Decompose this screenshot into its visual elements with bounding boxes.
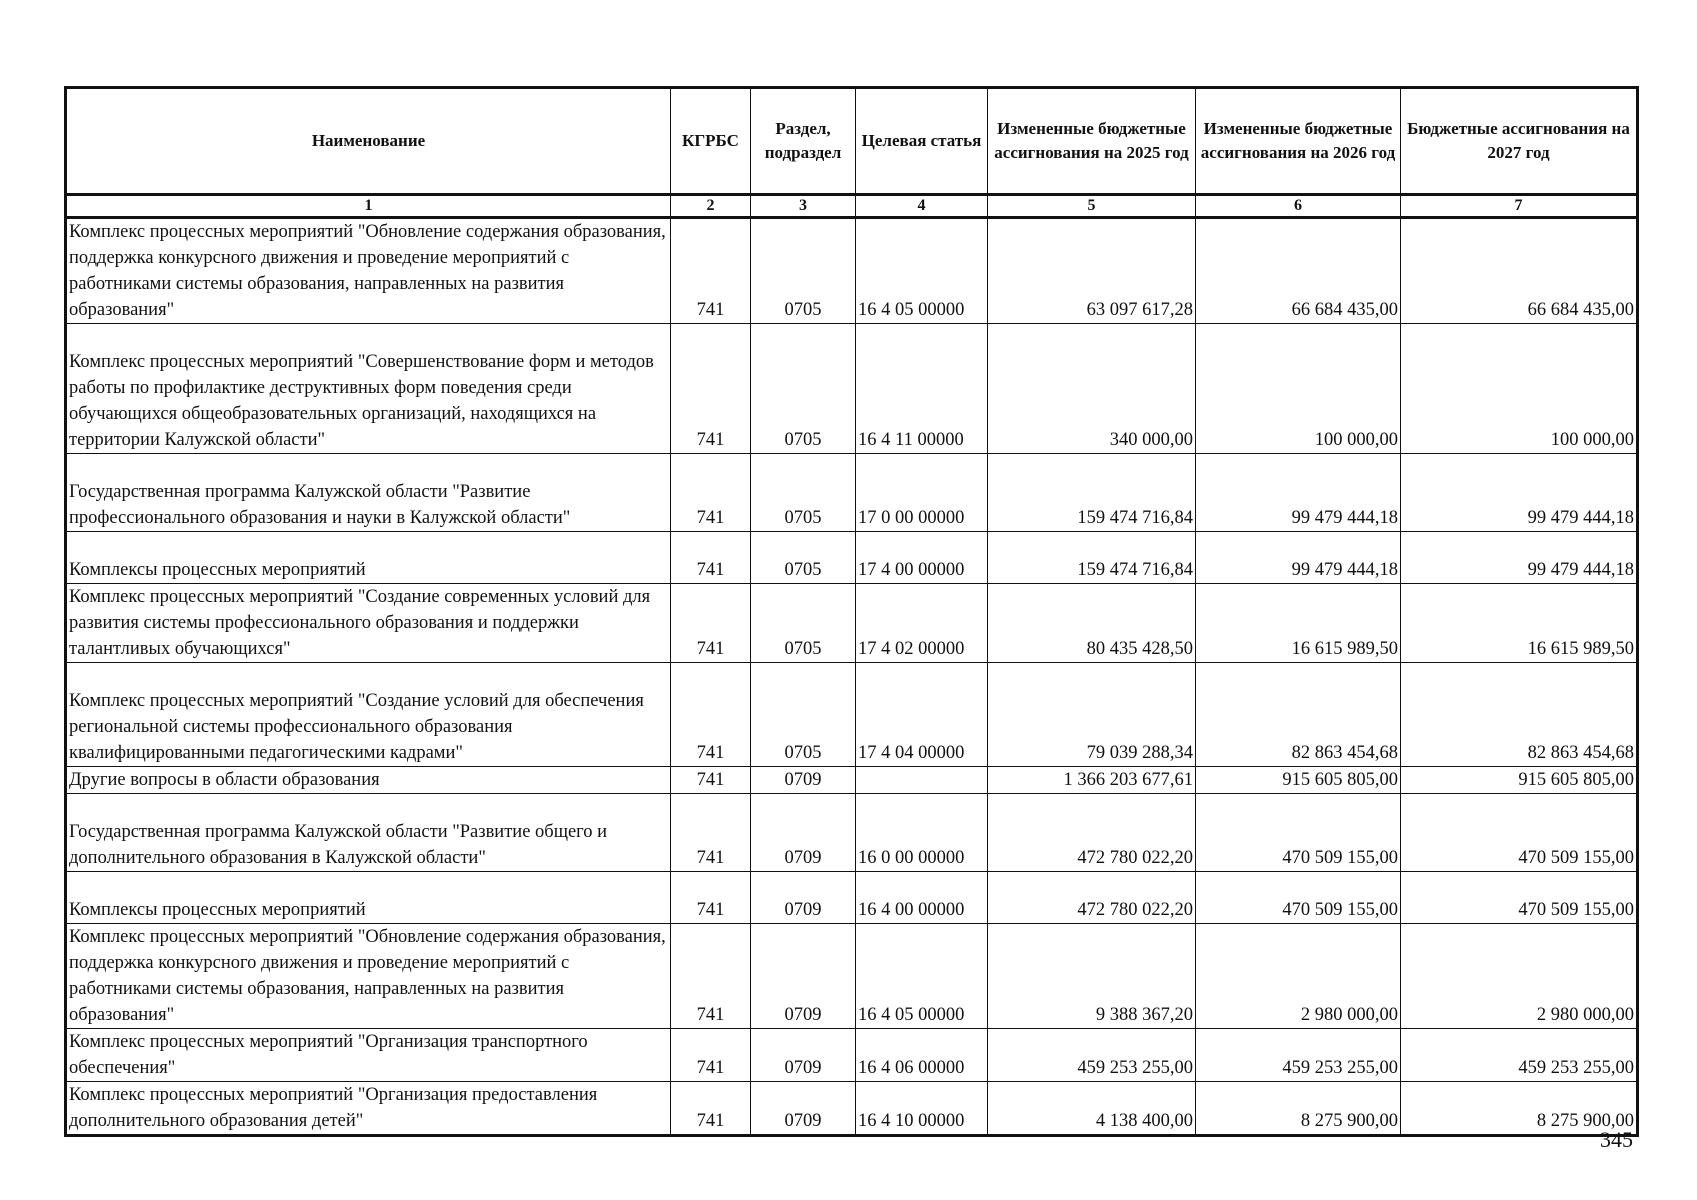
row-2027: 459 253 255,00: [1401, 1029, 1638, 1082]
row-kgrbs: 741: [671, 663, 751, 767]
row-2026: 470 509 155,00: [1196, 872, 1401, 924]
row-target: 16 0 00 00000: [856, 794, 988, 872]
row-section: 0705: [751, 532, 856, 584]
row-target: 16 4 06 00000: [856, 1029, 988, 1082]
row-section: 0709: [751, 1029, 856, 1082]
table-row: [66, 924, 1638, 1029]
row-2025: 79 039 288,34: [988, 663, 1196, 767]
row-2026: 470 509 155,00: [1196, 794, 1401, 872]
budget-allocations-table: [64, 86, 1639, 1137]
column-number: 7: [1401, 195, 1638, 218]
header-row: [66, 88, 1638, 195]
table-row: [66, 663, 1638, 767]
row-name: Комплекс процессных мероприятий "Организация предоставления дополнительного образования детей": [66, 1082, 671, 1136]
row-section: 0705: [751, 584, 856, 663]
row-name: Государственная программа Калужской области "Развитие общего и дополнительного образования в Калужской области": [66, 794, 671, 872]
row-2027: 8 275 900,00: [1401, 1082, 1638, 1136]
row-name: Комплекс процессных мероприятий "Совершенствование форм и методов работы по профилактике деструктивных форм поведения среди обучающихся общеобразовательных организаций, находящихся на территории Калужской области": [66, 324, 671, 454]
column-number: 4: [856, 195, 988, 218]
row-section: 0705: [751, 663, 856, 767]
table-row: [66, 454, 1638, 532]
row-kgrbs: 741: [671, 584, 751, 663]
column-number-row: [66, 195, 1638, 218]
row-target: 16 4 00 00000: [856, 872, 988, 924]
table-row: [66, 872, 1638, 924]
row-2025: 1 366 203 677,61: [988, 767, 1196, 794]
row-2026: 66 684 435,00: [1196, 218, 1401, 324]
table-row: [66, 218, 1638, 324]
header-2025: Измененные бюджетные ассигнования на 2025 год: [988, 88, 1196, 195]
row-2025: 63 097 617,28: [988, 218, 1196, 324]
row-2027: 66 684 435,00: [1401, 218, 1638, 324]
column-number: 3: [751, 195, 856, 218]
row-target: 17 4 04 00000: [856, 663, 988, 767]
table-row: [66, 532, 1638, 584]
row-2026: 100 000,00: [1196, 324, 1401, 454]
row-target: 16 4 11 00000: [856, 324, 988, 454]
row-2026: 16 615 989,50: [1196, 584, 1401, 663]
header-2026: Измененные бюджетные ассигнования на 2026 год: [1196, 88, 1401, 195]
row-2025: 159 474 716,84: [988, 532, 1196, 584]
row-name: Другие вопросы в области образования: [66, 767, 671, 794]
header-name: Наименование: [66, 88, 671, 195]
row-kgrbs: 741: [671, 218, 751, 324]
row-section: 0705: [751, 324, 856, 454]
column-number: 2: [671, 195, 751, 218]
header-section: Раздел, подраздел: [751, 88, 856, 195]
table-row: [66, 584, 1638, 663]
row-kgrbs: 741: [671, 794, 751, 872]
row-2027: 99 479 444,18: [1401, 532, 1638, 584]
row-name: Комплекс процессных мероприятий "Создание условий для обеспечения региональной системы профессионального образования квалифицированными педагогическими кадрами": [66, 663, 671, 767]
row-name: Комплекс процессных мероприятий "Организация транспортного обеспечения": [66, 1029, 671, 1082]
row-2027: 99 479 444,18: [1401, 454, 1638, 532]
row-target: 17 0 00 00000: [856, 454, 988, 532]
row-section: 0705: [751, 454, 856, 532]
row-2026: 2 980 000,00: [1196, 924, 1401, 1029]
row-2027: 100 000,00: [1401, 324, 1638, 454]
row-2025: 459 253 255,00: [988, 1029, 1196, 1082]
row-section: 0709: [751, 1082, 856, 1136]
row-2025: 9 388 367,20: [988, 924, 1196, 1029]
row-2027: 470 509 155,00: [1401, 794, 1638, 872]
budget-table-page: [64, 86, 1636, 1137]
row-section: 0705: [751, 218, 856, 324]
row-target: 17 4 02 00000: [856, 584, 988, 663]
row-2027: 470 509 155,00: [1401, 872, 1638, 924]
table-row: [66, 794, 1638, 872]
row-name: Комплекс процессных мероприятий "Обновление содержания образования, поддержка конкурсного движения и проведение мероприятий с работниками системы образования, направленных на развития образования": [66, 218, 671, 324]
row-2025: 340 000,00: [988, 324, 1196, 454]
row-2026: 915 605 805,00: [1196, 767, 1401, 794]
row-2027: 915 605 805,00: [1401, 767, 1638, 794]
row-2025: 472 780 022,20: [988, 794, 1196, 872]
row-2026: 99 479 444,18: [1196, 454, 1401, 532]
row-2027: 2 980 000,00: [1401, 924, 1638, 1029]
header-2027: Бюджетные ассигнования на 2027 год: [1401, 88, 1638, 195]
row-2027: 82 863 454,68: [1401, 663, 1638, 767]
row-2025: 4 138 400,00: [988, 1082, 1196, 1136]
row-target: 16 4 05 00000: [856, 218, 988, 324]
row-kgrbs: 741: [671, 454, 751, 532]
column-number: 1: [66, 195, 671, 218]
row-2026: 8 275 900,00: [1196, 1082, 1401, 1136]
row-2026: 82 863 454,68: [1196, 663, 1401, 767]
row-name: Государственная программа Калужской области "Развитие профессионального образования и науки в Калужской области": [66, 454, 671, 532]
column-number: 5: [988, 195, 1196, 218]
row-2026: 459 253 255,00: [1196, 1029, 1401, 1082]
row-section: 0709: [751, 872, 856, 924]
column-number: 6: [1196, 195, 1401, 218]
row-section: 0709: [751, 924, 856, 1029]
header-kgrbs: КГРБС: [671, 88, 751, 195]
row-kgrbs: 741: [671, 532, 751, 584]
row-name: Комплексы процессных мероприятий: [66, 532, 671, 584]
row-name: Комплекс процессных мероприятий "Создание современных условий для развития системы профессионального образования и поддержки талантливых обучающихся": [66, 584, 671, 663]
row-target: 16 4 05 00000: [856, 924, 988, 1029]
row-target: [856, 767, 988, 794]
table-row: [66, 1029, 1638, 1082]
table-row: [66, 1082, 1638, 1136]
row-2025: 472 780 022,20: [988, 872, 1196, 924]
row-kgrbs: 741: [671, 872, 751, 924]
row-kgrbs: 741: [671, 924, 751, 1029]
row-2025: 159 474 716,84: [988, 454, 1196, 532]
row-target: 17 4 00 00000: [856, 532, 988, 584]
row-section: 0709: [751, 767, 856, 794]
row-kgrbs: 741: [671, 324, 751, 454]
row-name: Комплексы процессных мероприятий: [66, 872, 671, 924]
header-target: Целевая статья: [856, 88, 988, 195]
page-number: 345: [1600, 1127, 1633, 1152]
table-row: [66, 767, 1638, 794]
row-kgrbs: 741: [671, 767, 751, 794]
row-kgrbs: 741: [671, 1029, 751, 1082]
row-section: 0709: [751, 794, 856, 872]
row-target: 16 4 10 00000: [856, 1082, 988, 1136]
row-2025: 80 435 428,50: [988, 584, 1196, 663]
row-2026: 99 479 444,18: [1196, 532, 1401, 584]
row-kgrbs: 741: [671, 1082, 751, 1136]
table-row: [66, 324, 1638, 454]
row-name: Комплекс процессных мероприятий "Обновление содержания образования, поддержка конкурсного движения и проведение мероприятий с работниками системы образования, направленных на развития образования": [66, 924, 671, 1029]
row-2027: 16 615 989,50: [1401, 584, 1638, 663]
